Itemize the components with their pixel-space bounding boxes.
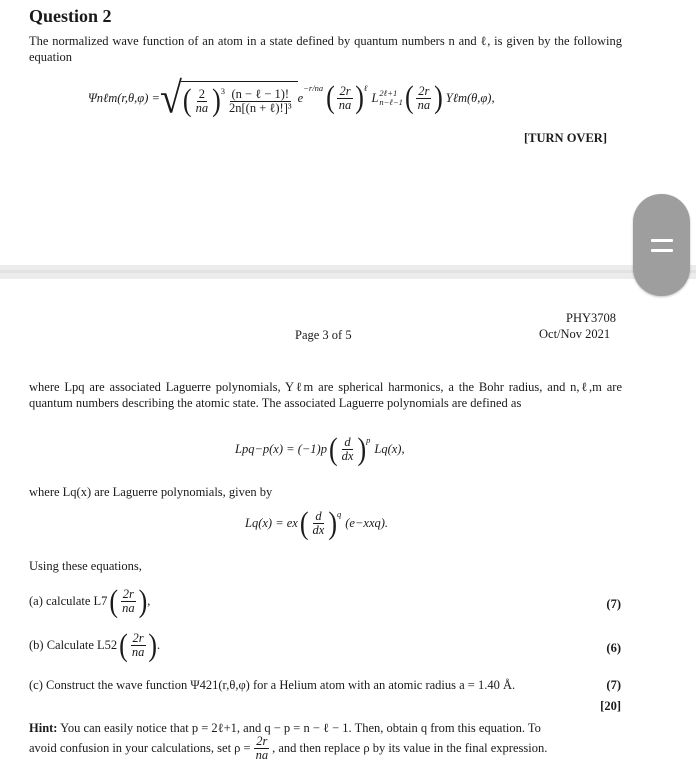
wave-eq-lhs: Ψnℓm(r,θ,φ) = bbox=[88, 90, 160, 105]
hint-text-1: You can easily notice that p = 2ℓ+1, and q − p = n − ℓ − 1. Then, obtain q from this equation. To bbox=[60, 721, 541, 735]
page-separator-line bbox=[0, 270, 696, 273]
where2-text: where Lq(x) are Laguerre polynomials, given by bbox=[29, 485, 273, 499]
laguerre-letter: L bbox=[371, 90, 379, 105]
question-b-label: (b) Calculate L52 bbox=[29, 638, 118, 652]
marks-c: (7) bbox=[606, 678, 621, 692]
eq3-dx: dx bbox=[312, 523, 325, 537]
marks-a: (7) bbox=[606, 597, 621, 611]
eq3-d: d bbox=[315, 509, 322, 523]
f3-num: 2r bbox=[339, 83, 351, 98]
qa-num: 2r bbox=[122, 587, 134, 601]
wave-function-equation: Ψnℓm(r,θ,φ) = √ ( $\frac{2}{na}$ ) 3 $\frac{\text{(n − ℓ − 1)!}}{\text{2n[(n + ℓ)!]³}}$ e −r/na ( $\frac{2r}{na}$ ) ℓ L 2ℓ+1 n−ℓ−1 ( $\frac{2r}{na}$ ) Yℓm(θ,φ), bbox=[88, 72, 495, 123]
f1-pow: 3 bbox=[220, 86, 225, 96]
qb-num: 2r bbox=[132, 631, 144, 645]
hamburger-menu-icon bbox=[651, 239, 673, 252]
question-a-label: (a) calculate L7 bbox=[29, 594, 108, 608]
sqrt: √ ( $\frac{2}{na}$ ) 3 $\frac{\text{(n − ℓ − 1)!}}{\text{2n[(n + ℓ)!]³}}$ bbox=[160, 78, 298, 118]
eq3-pow: q bbox=[337, 508, 342, 519]
turn-over: [TURN OVER] bbox=[524, 131, 607, 145]
eq2-rhs: Lq(x), bbox=[374, 442, 405, 456]
hint-line-1 bbox=[29, 721, 629, 736]
exp-base: e bbox=[297, 90, 304, 105]
hint-line-2 bbox=[29, 735, 547, 762]
eq3-lhs: Lq(x) = ex bbox=[245, 516, 298, 530]
course-code: PHY3708 bbox=[566, 311, 617, 325]
laguerre-sup: 2ℓ+1 bbox=[379, 88, 398, 98]
f2-den: 2n[(n + ℓ)!]³ bbox=[229, 100, 292, 115]
hint-text-2b: , and then replace ρ by its value in the final expression. bbox=[272, 741, 548, 755]
eq2-d: d bbox=[344, 435, 351, 449]
rho-num: 2r bbox=[256, 734, 268, 748]
hint-label: Hint: bbox=[29, 721, 58, 735]
laguerre-sub: n−ℓ−1 bbox=[379, 97, 403, 107]
f1-den: na bbox=[195, 100, 209, 115]
eq2-pow: p bbox=[366, 434, 371, 445]
f3-den: na bbox=[338, 97, 352, 112]
laguerre-equation: Lq(x) = ex ( $\frac{d}{dx}$ ) q (e−xxq). bbox=[245, 505, 389, 541]
question-b: (b) Calculate L52 ( $\frac{2r}{na}$ ) . bbox=[29, 627, 161, 663]
eq2-dx: dx bbox=[341, 449, 354, 463]
ylm: Yℓm(θ,φ), bbox=[445, 90, 495, 105]
question-c: (c) Construct the wave function Ψ421(r,θ,φ) for a Helium atom with an atomic radius a = 1.40 Å. bbox=[29, 678, 516, 692]
f4-den: na bbox=[417, 97, 431, 112]
intro-paragraph: The normalized wave function of an atom in a state defined by quantum numbers n and ℓ, is given by the following equation bbox=[29, 34, 622, 64]
exam-date: Oct/Nov 2021 bbox=[539, 327, 611, 341]
page-number: Page 3 of 5 bbox=[295, 328, 352, 342]
qb-den: na bbox=[131, 645, 145, 659]
hint-text-2a: avoid confusion in your calculations, set ρ = bbox=[29, 741, 251, 755]
question-title: Question 2 bbox=[29, 6, 112, 26]
question-a: (a) calculate L7 ( $\frac{2r}{na}$ ) , bbox=[29, 583, 151, 619]
associated-laguerre-equation: Lpq−p(x) = (−1)p ( $\frac{d}{dx}$ ) p Lq(x), bbox=[235, 431, 405, 467]
qb-tail: . bbox=[157, 638, 161, 652]
menu-button[interactable] bbox=[633, 194, 690, 296]
eq2-lhs: Lpq−p(x) = (−1)p bbox=[235, 442, 327, 456]
marks-b: (6) bbox=[606, 641, 621, 655]
rho-den: na bbox=[255, 748, 269, 762]
f3-pow: ℓ bbox=[363, 83, 368, 93]
f1-num: 2 bbox=[198, 86, 205, 101]
using-text: Using these equations, bbox=[29, 559, 142, 573]
f2-num: (n − ℓ − 1)! bbox=[231, 86, 290, 101]
f4-num: 2r bbox=[418, 83, 430, 98]
sqrt-sign-icon: √ bbox=[159, 72, 182, 123]
total-marks: [20] bbox=[600, 699, 621, 713]
where-paragraph: where Lpq are associated Laguerre polynomials, Yℓm are spherical harmonics, a the Bohr radius, and n,ℓ,m are quantum numbers describing the atomic state. The associated Laguerre polynomials are defined as bbox=[29, 380, 622, 410]
qa-tail: , bbox=[147, 594, 151, 608]
exp-pow: −r/na bbox=[303, 83, 324, 93]
qa-den: na bbox=[122, 601, 135, 615]
eq3-rhs: (e−xxq). bbox=[345, 516, 389, 530]
